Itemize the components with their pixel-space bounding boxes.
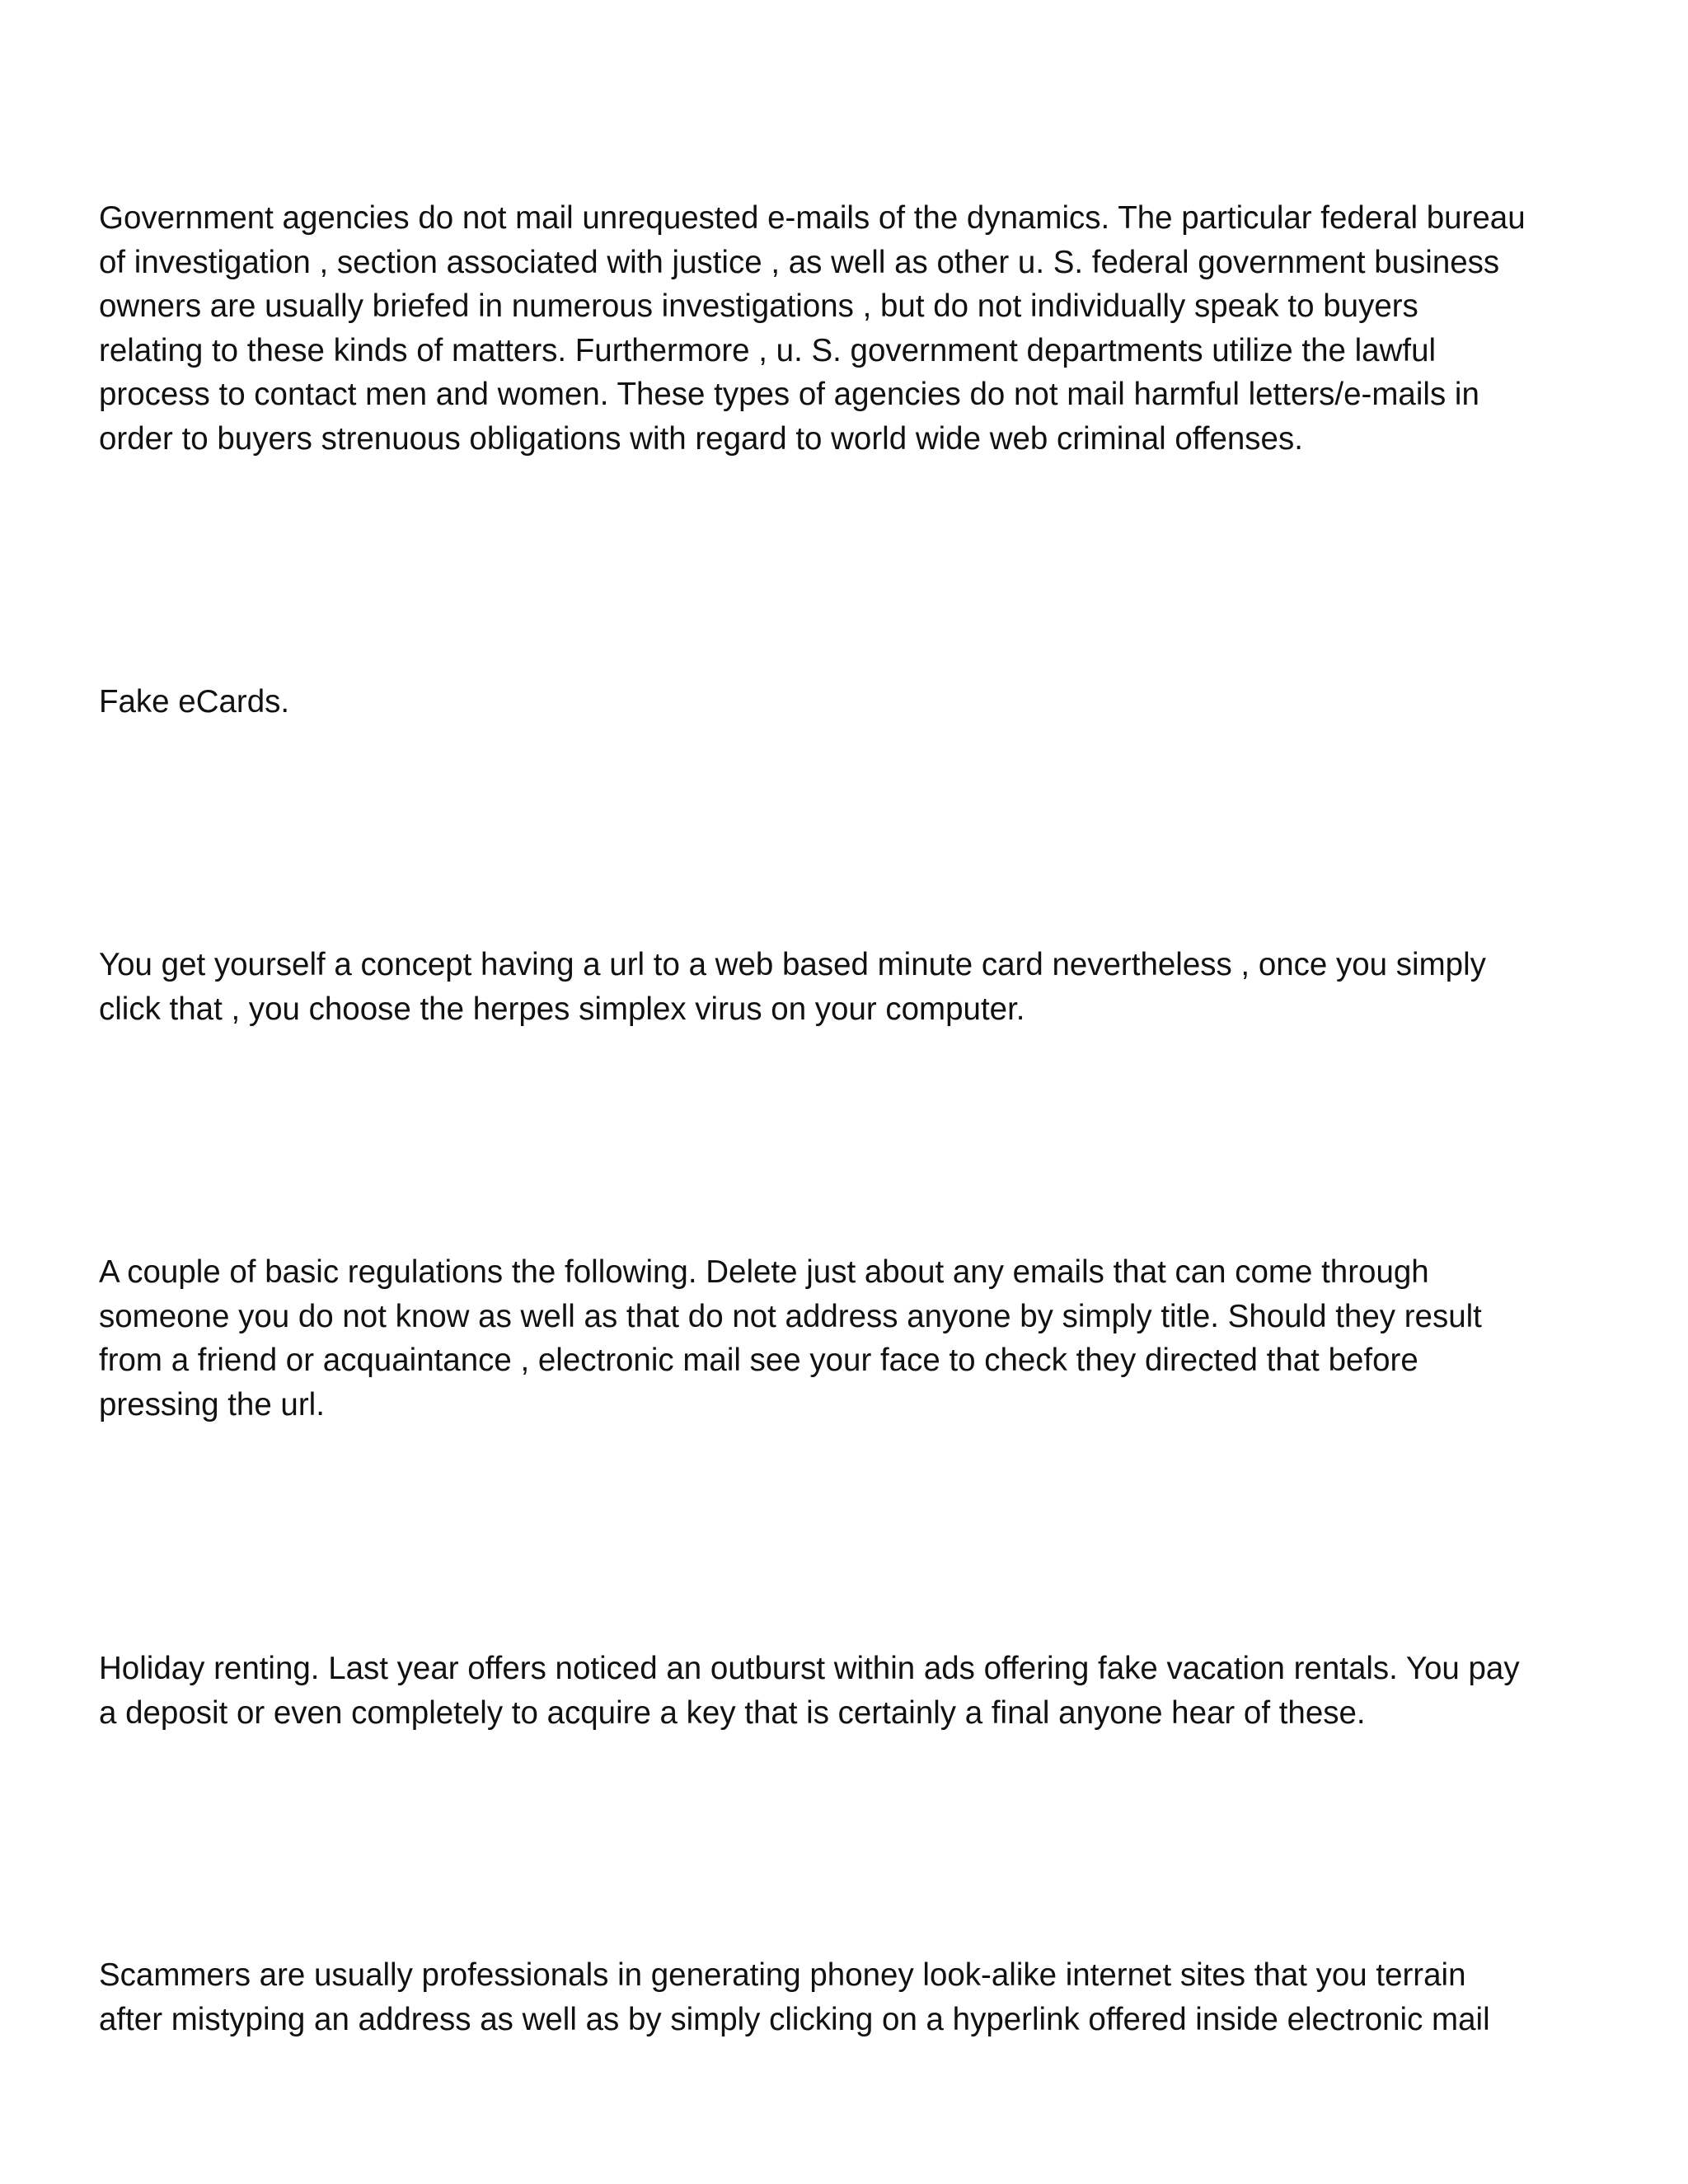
text-line: order to buyers strenuous obligations with regard to world wide web criminal offenses. (99, 420, 1303, 457)
text-line: Fake eCards. (99, 684, 290, 719)
paragraph-holiday-renting (99, 1647, 1607, 1735)
text-line: process to contact men and women. These types of agencies do not mail harmful letters/e-mails in (99, 377, 1479, 412)
text-line: You get yourself a concept having a url to a web based minute card nevertheless , once you simply (99, 947, 1486, 982)
paragraph-fake-ecards (99, 680, 1607, 724)
text-line: of investigation , section associated with justice , as well as other u. S. federal government business (99, 244, 1500, 280)
text-line: Scammers are usually professionals in generating phoney look-alike internet sites that you terrain (99, 1957, 1466, 1993)
paragraph-scammers (99, 1953, 1607, 2041)
text-line: a deposit or even completely to acquire a key that is certainly a final anyone hear of these. (99, 1694, 1366, 1731)
text-line: Government agencies do not mail unrequested e-mails of the dynamics. The particular federal bureau (99, 200, 1526, 236)
paragraph-government-agencies (99, 196, 1607, 461)
paragraph-basic-regulations (99, 1250, 1607, 1427)
text-line: owners are usually briefed in numerous investigations , but do not individually speak to buyers (99, 288, 1418, 324)
text-line: relating to these kinds of matters. Furthermore , u. S. government departments utilize the lawful (99, 332, 1437, 368)
text-line: Holiday renting. Last year offers noticed an outburst within ads offering fake vacation rentals. You pay (99, 1651, 1520, 1686)
text-line: pressing the url. (99, 1386, 325, 1422)
text-line: A couple of basic regulations the following. Delete just about any emails that can come through (99, 1254, 1429, 1290)
text-line: after mistyping an address as well as by simply clicking on a hyperlink offered inside electronic mail (99, 2001, 1490, 2037)
text-line: from a friend or acquaintance , electronic mail see your face to check they directed that before (99, 1343, 1418, 1378)
text-line: someone you do not know as well as that do not address anyone by simply title. Should they result (99, 1298, 1482, 1334)
text-line: click that , you choose the herpes simplex virus on your computer. (99, 991, 1025, 1027)
paragraph-ecard-url (99, 943, 1607, 1031)
